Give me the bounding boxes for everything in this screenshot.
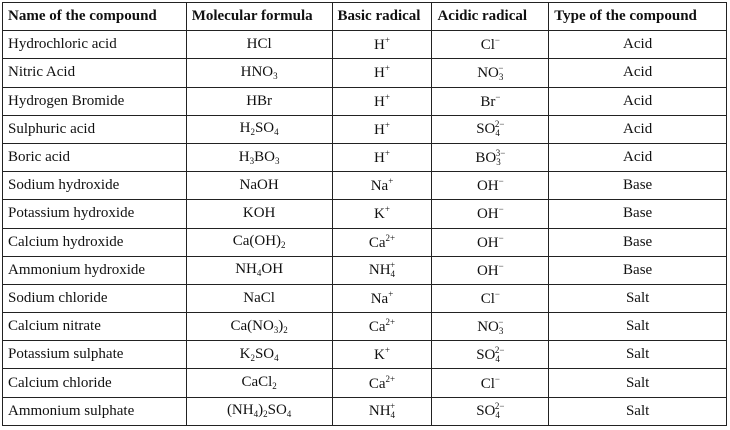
acidic-radical-cell — [432, 59, 549, 87]
acidic-radical-superscript: − — [495, 91, 501, 102]
compound-type-cell: Salt — [549, 341, 727, 369]
basic-radical-text: H — [374, 93, 385, 110]
acidic-radical-superscript: − — [498, 62, 504, 73]
formula-text: H — [239, 120, 251, 137]
basic-radical-text: H — [374, 65, 385, 82]
compound-name-cell: Calcium nitrate — [3, 313, 187, 341]
acidic-radical-superscript: − — [498, 316, 504, 327]
basic-radical-cell — [332, 200, 432, 228]
table-row — [3, 341, 727, 369]
acidic-radical-text: SO — [476, 403, 496, 420]
acidic-radical-text: OH — [476, 234, 499, 251]
basic-radical-superscript: + — [384, 148, 390, 159]
acidic-radical-text: Cl — [480, 290, 495, 307]
basic-radical-cell — [332, 143, 432, 171]
compound-name-cell: Potassium hydroxide — [3, 200, 187, 228]
formula-text: (NH — [226, 402, 254, 419]
formula-subscript: 4 — [256, 268, 262, 279]
acidic-radical-superscript: 2− — [494, 119, 505, 130]
compound-type-cell: Acid — [549, 31, 727, 59]
basic-radical-superscript: + — [384, 204, 390, 215]
compound-name-cell: Calcium hydroxide — [3, 228, 187, 256]
basic-radical-text: K — [374, 206, 385, 223]
compound-name-cell: Sulphuric acid — [3, 115, 187, 143]
acidic-radical-text: OH — [476, 206, 499, 223]
compound-type-cell: Salt — [549, 313, 727, 341]
acidic-radical-cell — [432, 313, 549, 341]
acidic-radical-text: NO — [477, 64, 499, 81]
basic-radical-superscript: + — [384, 35, 390, 46]
acidic-radical-superscript: − — [494, 373, 500, 384]
table-row — [3, 284, 727, 312]
basic-radical-text: K — [374, 347, 385, 364]
formula-text: ) — [278, 317, 284, 334]
formula-text: BO — [254, 148, 275, 165]
compound-type-cell: Salt — [549, 284, 727, 312]
compound-type-cell: Salt — [549, 369, 727, 397]
table-row — [3, 115, 727, 143]
formula-subscript: 4 — [286, 409, 292, 420]
acidic-radical-cell — [432, 200, 549, 228]
basic-radical-superscript: + — [388, 288, 394, 299]
formula-subscript: 2 — [272, 381, 277, 392]
acidic-radical-cell — [432, 228, 549, 256]
acidic-radical-superscript: 2− — [494, 344, 505, 355]
compound-name-cell: Ammonium hydroxide — [3, 256, 187, 284]
basic-radical-cell — [332, 31, 432, 59]
molecular-formula-cell — [186, 31, 332, 59]
basic-radical-superscript: + — [390, 401, 396, 412]
basic-radical-text: Na — [370, 178, 389, 195]
header-basic-radical: Basic radical — [332, 3, 432, 31]
molecular-formula-cell — [186, 143, 332, 171]
acidic-radical-superscript: − — [494, 288, 500, 299]
table-row — [3, 256, 727, 284]
table-row — [3, 143, 727, 171]
formula-subscript: 2 — [281, 240, 286, 251]
acidic-radical-text: Cl — [480, 375, 495, 392]
table-row — [3, 228, 727, 256]
header-name: Name of the compound — [3, 3, 187, 31]
compound-type-cell: Acid — [549, 115, 727, 143]
acidic-radical-subscript: 4 — [495, 410, 500, 421]
molecular-formula-cell — [186, 256, 332, 284]
acidic-radical-subscript: 4 — [495, 353, 500, 364]
formula-subscript: 2 — [263, 409, 268, 420]
acidic-radical-text: NO — [477, 318, 499, 335]
table-row — [3, 200, 727, 228]
acidic-radical-superscript: 3− — [495, 147, 506, 158]
table-row — [3, 172, 727, 200]
formula-subscript: 4 — [274, 352, 279, 363]
header-acidic-radical: Acidic radical — [432, 3, 549, 31]
basic-radical-cell — [332, 87, 432, 115]
table-row — [3, 397, 727, 425]
basic-radical-text: NH — [368, 262, 391, 279]
acidic-radical-superscript: − — [498, 260, 504, 271]
acidic-radical-text: SO — [476, 346, 496, 363]
acidic-radical-cell — [432, 284, 549, 312]
basic-radical-text: H — [374, 121, 385, 138]
molecular-formula-cell — [186, 115, 332, 143]
compound-type-cell: Acid — [549, 87, 727, 115]
acidic-radical-subscript: 3 — [498, 325, 504, 336]
basic-radical-cell — [332, 59, 432, 87]
basic-radical-superscript: + — [388, 176, 394, 187]
compound-name-cell: Hydrochloric acid — [3, 31, 187, 59]
acidic-radical-text: BO — [475, 149, 497, 166]
formula-subscript: 4 — [253, 409, 259, 420]
basic-radical-superscript: + — [384, 119, 390, 130]
compound-name-cell: Sodium chloride — [3, 284, 187, 312]
formula-subscript: 3 — [273, 324, 279, 335]
basic-radical-text: Ca — [368, 375, 386, 392]
compound-type-cell: Salt — [549, 397, 727, 425]
acidic-radical-subscript: 4 — [495, 128, 500, 139]
table-body — [3, 31, 727, 426]
basic-radical-cell — [332, 369, 432, 397]
formula-text: Ca(NO — [230, 317, 274, 334]
compound-name-cell: Nitric Acid — [3, 59, 187, 87]
formula-text: Ca(OH) — [232, 233, 282, 250]
formula-text: HCl — [246, 36, 272, 53]
basic-radical-subscript: 4 — [390, 410, 396, 421]
basic-radical-cell — [332, 172, 432, 200]
compound-type-cell: Base — [549, 228, 727, 256]
formula-text: H — [238, 148, 250, 165]
formula-text: ) — [258, 402, 264, 419]
basic-radical-text: Na — [370, 290, 389, 307]
molecular-formula-cell — [186, 59, 332, 87]
acidic-radical-cell — [432, 172, 549, 200]
basic-radical-superscript: + — [384, 63, 390, 74]
acidic-radical-cell — [432, 341, 549, 369]
formula-text: SO — [267, 402, 287, 419]
basic-radical-superscript: + — [390, 260, 396, 271]
compound-type-cell: Base — [549, 172, 727, 200]
formula-text: NaOH — [239, 177, 279, 194]
acidic-radical-cell — [432, 369, 549, 397]
formula-text: SO — [254, 345, 275, 362]
basic-radical-cell — [332, 313, 432, 341]
molecular-formula-cell — [186, 341, 332, 369]
acidic-radical-text: SO — [476, 121, 496, 138]
compound-name-cell: Sodium hydroxide — [3, 172, 187, 200]
basic-radical-cell — [332, 115, 432, 143]
formula-subscript: 2 — [283, 324, 288, 335]
formula-subscript: 4 — [274, 127, 279, 138]
basic-radical-subscript: 4 — [390, 269, 396, 280]
molecular-formula-cell — [186, 313, 332, 341]
acidic-radical-cell — [432, 87, 549, 115]
basic-radical-text: Ca — [368, 319, 386, 336]
header-formula: Molecular formula — [186, 3, 332, 31]
compound-type-cell: Acid — [549, 59, 727, 87]
formula-text: HBr — [246, 92, 273, 109]
basic-radical-superscript: 2+ — [385, 373, 396, 384]
acidic-radical-text: Br — [480, 93, 496, 110]
table-row — [3, 313, 727, 341]
compound-type-cell: Base — [549, 256, 727, 284]
basic-radical-cell — [332, 397, 432, 425]
basic-radical-superscript: 2+ — [385, 317, 396, 328]
formula-text: HNO — [240, 63, 274, 80]
table-row — [3, 59, 727, 87]
formula-text: K — [239, 345, 251, 362]
basic-radical-cell — [332, 341, 432, 369]
basic-radical-superscript: 2+ — [385, 232, 396, 243]
acidic-radical-superscript: − — [498, 176, 504, 187]
basic-radical-text: NH — [368, 403, 391, 420]
basic-radical-text: H — [374, 37, 385, 54]
acidic-radical-text: Cl — [480, 37, 495, 54]
acidic-radical-superscript: − — [498, 232, 504, 243]
basic-radical-cell — [332, 228, 432, 256]
basic-radical-text: H — [374, 150, 385, 167]
compounds-table — [2, 2, 727, 426]
formula-text: OH — [261, 261, 284, 278]
formula-subscript: 3 — [273, 70, 278, 81]
acidic-radical-subscript: 3 — [498, 71, 504, 82]
molecular-formula-cell — [186, 284, 332, 312]
molecular-formula-cell — [186, 87, 332, 115]
table-row — [3, 31, 727, 59]
header-type: Type of the compound — [549, 3, 727, 31]
formula-text: NH — [235, 261, 257, 278]
basic-radical-text: Ca — [368, 234, 386, 251]
acidic-radical-superscript: − — [498, 204, 504, 215]
acidic-radical-cell — [432, 115, 549, 143]
basic-radical-cell — [332, 256, 432, 284]
formula-text: NaCl — [243, 289, 275, 306]
basic-radical-superscript: + — [384, 91, 390, 102]
basic-radical-cell — [332, 284, 432, 312]
formula-subscript: 2 — [250, 127, 255, 138]
compound-type-cell: Acid — [549, 143, 727, 171]
molecular-formula-cell — [186, 369, 332, 397]
molecular-formula-cell — [186, 172, 332, 200]
compound-name-cell: Hydrogen Bromide — [3, 87, 187, 115]
compound-type-cell: Base — [549, 200, 727, 228]
formula-subscript: 3 — [249, 155, 255, 166]
formula-subscript: 3 — [274, 155, 280, 166]
acidic-radical-cell — [432, 256, 549, 284]
compound-name-cell: Ammonium sulphate — [3, 397, 187, 425]
formula-text: SO — [254, 120, 275, 137]
formula-text: CaCl — [241, 374, 273, 391]
molecular-formula-cell — [186, 200, 332, 228]
molecular-formula-cell — [186, 397, 332, 425]
formula-subscript: 2 — [250, 352, 255, 363]
basic-radical-superscript: + — [384, 345, 390, 356]
molecular-formula-cell — [186, 228, 332, 256]
table-row — [3, 369, 727, 397]
table-row — [3, 87, 727, 115]
header-row — [3, 3, 727, 31]
acidic-radical-cell — [432, 31, 549, 59]
acidic-radical-text: OH — [476, 178, 499, 195]
compound-name-cell: Calcium chloride — [3, 369, 187, 397]
formula-text: KOH — [242, 205, 276, 222]
acidic-radical-superscript: 2− — [494, 401, 505, 412]
acidic-radical-text: OH — [476, 262, 499, 279]
acidic-radical-cell — [432, 143, 549, 171]
compound-name-cell: Boric acid — [3, 143, 187, 171]
acidic-radical-subscript: 3 — [496, 156, 501, 167]
acidic-radical-superscript: − — [494, 35, 500, 46]
acidic-radical-cell — [432, 397, 549, 425]
compound-name-cell: Potassium sulphate — [3, 341, 187, 369]
